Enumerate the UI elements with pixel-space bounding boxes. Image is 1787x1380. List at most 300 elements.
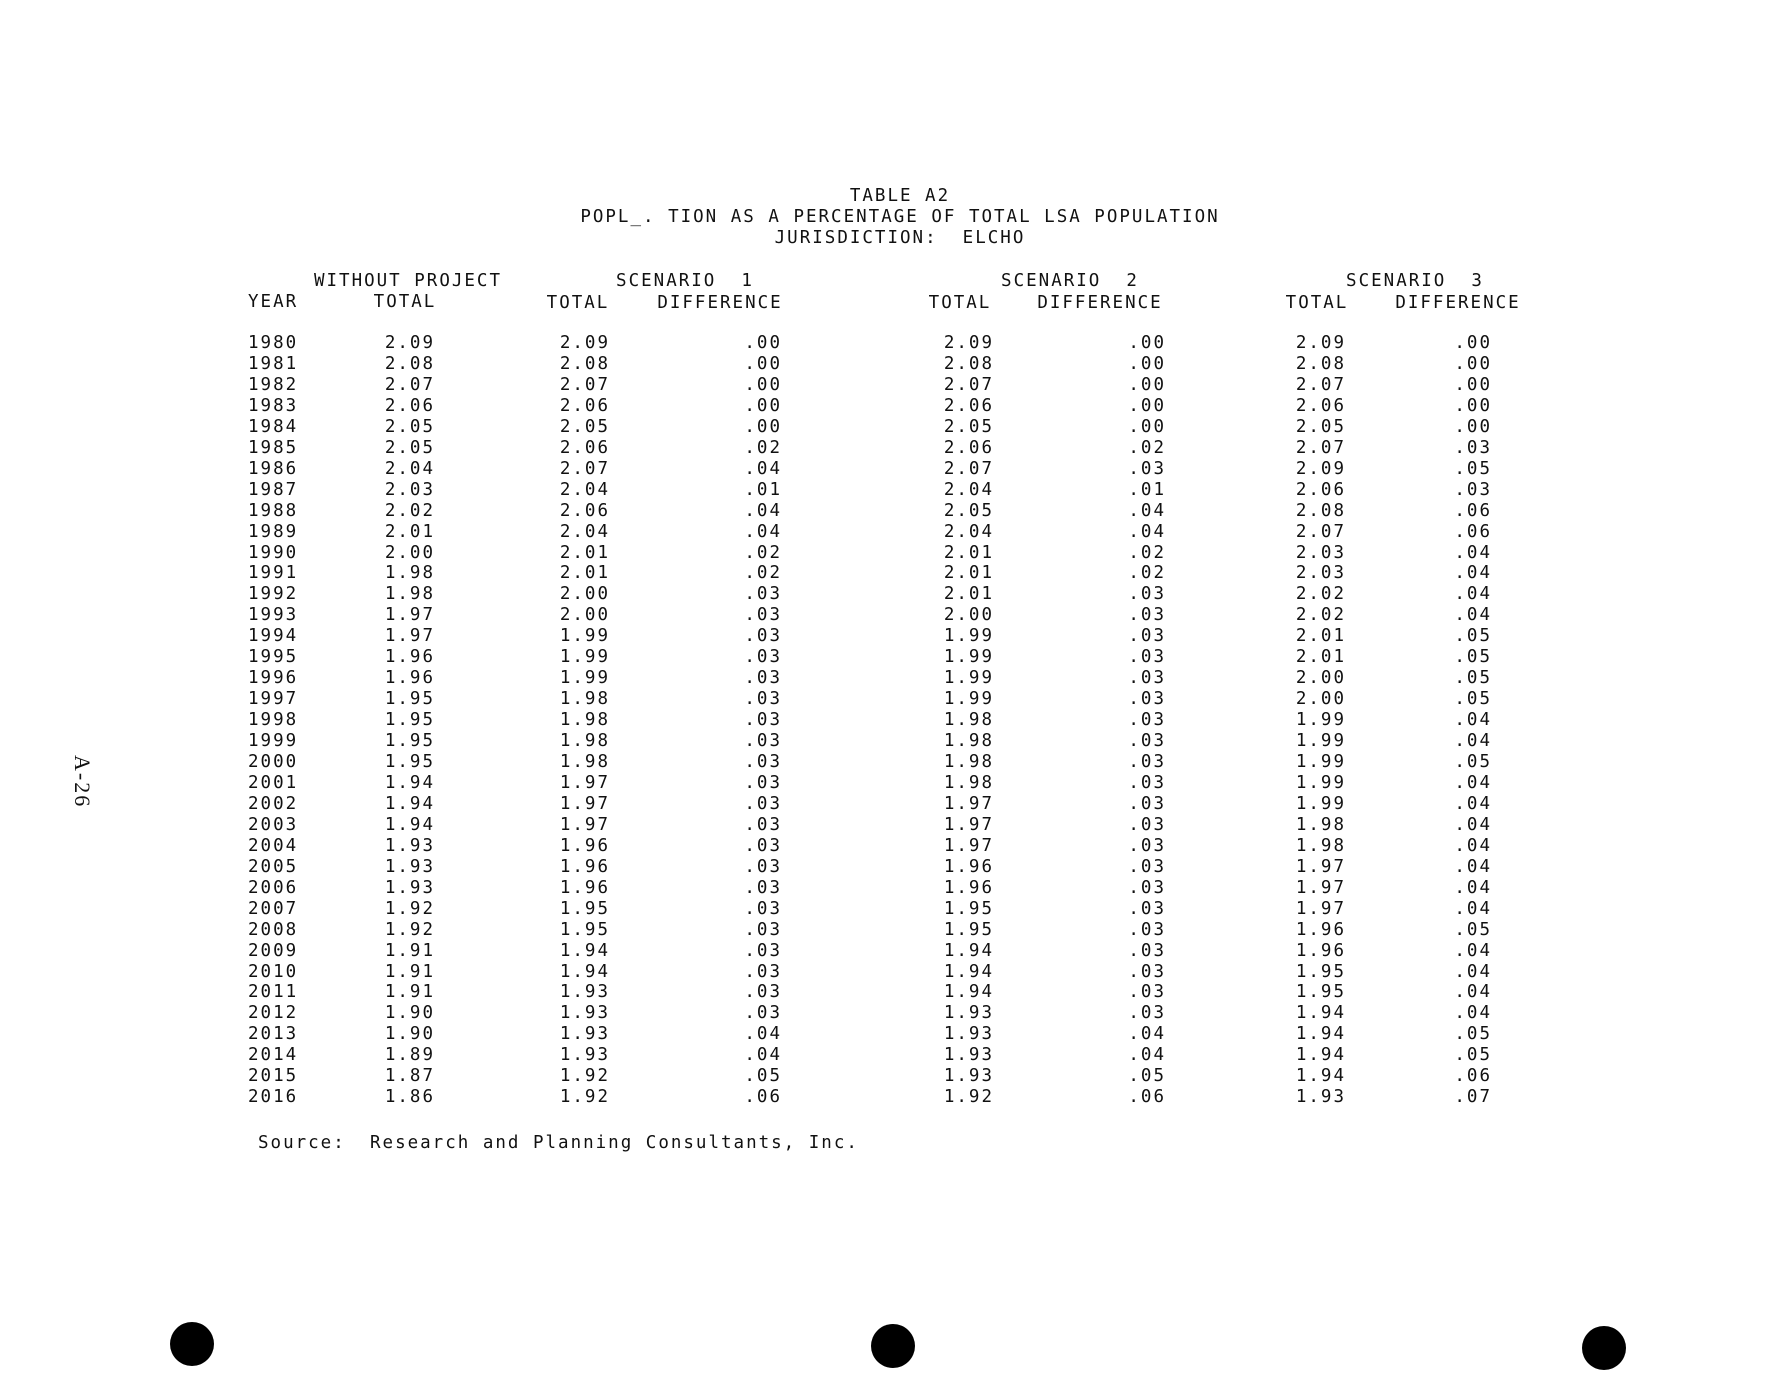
table-row — [0, 1087, 1787, 1107]
cell-s2-difference: .00 — [1128, 333, 1166, 353]
table-row — [0, 731, 1787, 751]
cell-s3-total: 1.94 — [1295, 1066, 1346, 1087]
cell-s2-difference: .03 — [1128, 856, 1166, 877]
cell-s2-difference: .03 — [1128, 961, 1166, 982]
cell-year: 1988 — [248, 500, 299, 521]
cell-s1-total: 1.97 — [559, 772, 610, 793]
cell-s2-total: 2.06 — [943, 395, 994, 416]
cell-s2-total: 2.07 — [943, 458, 994, 479]
cell-without-project-total: 1.95 — [384, 710, 435, 731]
cell-s3-difference: .03 — [1454, 479, 1492, 500]
cell-s3-difference: .05 — [1454, 919, 1492, 940]
cell-without-project-total: 1.95 — [384, 752, 435, 772]
cell-s2-difference: .03 — [1128, 835, 1166, 856]
cell-s3-total: 2.01 — [1295, 647, 1346, 668]
cell-year: 2009 — [248, 940, 299, 961]
cell-without-project-total: 2.06 — [384, 395, 435, 416]
header-scenario-2: SCENARIO 2 — [1001, 271, 1139, 291]
table-row — [0, 710, 1787, 730]
source-label: Source: — [258, 1133, 346, 1153]
cell-s2-difference: .03 — [1128, 940, 1166, 961]
table-row — [0, 836, 1787, 856]
cell-s2-total: 1.98 — [943, 752, 994, 772]
cell-s3-difference: .05 — [1454, 458, 1492, 479]
cell-without-project-total: 1.97 — [384, 626, 435, 647]
table-row — [0, 962, 1787, 982]
cell-s1-total: 1.98 — [559, 689, 610, 710]
cell-s2-total: 1.97 — [943, 814, 994, 835]
cell-s1-difference: .03 — [744, 898, 782, 919]
cell-without-project-total: 1.95 — [384, 689, 435, 710]
table-row — [0, 605, 1787, 625]
table-row — [0, 878, 1787, 898]
cell-s2-difference: .03 — [1128, 605, 1166, 626]
cell-s1-total: 2.07 — [559, 374, 610, 395]
table-row — [0, 354, 1787, 374]
cell-s1-total: 1.97 — [559, 814, 610, 835]
cell-s2-difference: .00 — [1128, 374, 1166, 395]
cell-s3-difference: .04 — [1454, 835, 1492, 856]
cell-s3-difference: .04 — [1454, 940, 1492, 961]
cell-year: 2014 — [248, 1045, 299, 1066]
table-row — [0, 773, 1787, 793]
cell-s2-total: 1.93 — [943, 1003, 994, 1024]
header-scenario-3: SCENARIO 3 — [1346, 271, 1484, 291]
cell-s2-difference: .03 — [1128, 919, 1166, 940]
cell-without-project-total: 1.98 — [384, 563, 435, 584]
cell-s1-difference: .03 — [744, 752, 782, 772]
cell-year: 2004 — [248, 835, 299, 856]
cell-s3-total: 1.97 — [1295, 856, 1346, 877]
cell-year: 1986 — [248, 458, 299, 479]
punch-hole-center — [871, 1324, 915, 1368]
header-without-project: WITHOUT PROJECT — [313, 271, 503, 291]
cell-s2-difference: .03 — [1128, 731, 1166, 752]
cell-without-project-total: 2.00 — [384, 542, 435, 563]
cell-s1-difference: .03 — [744, 982, 782, 1003]
cell-s1-total: 1.96 — [559, 835, 610, 856]
header-year: YEAR — [248, 292, 299, 312]
cell-without-project-total: 1.96 — [384, 647, 435, 668]
cell-s1-difference: .00 — [744, 374, 782, 395]
cell-s2-total: 1.97 — [943, 793, 994, 814]
cell-s3-total: 2.09 — [1295, 458, 1346, 479]
cell-s3-total: 1.94 — [1295, 1024, 1346, 1045]
cell-s2-total: 2.08 — [943, 353, 994, 374]
cell-without-project-total: 1.94 — [384, 793, 435, 814]
cell-s3-total: 2.08 — [1295, 500, 1346, 521]
cell-s1-difference: .04 — [744, 458, 782, 479]
table-row — [0, 584, 1787, 604]
cell-without-project-total: 1.94 — [384, 814, 435, 835]
cell-s1-total: 1.93 — [559, 982, 610, 1003]
cell-s1-total: 1.95 — [559, 919, 610, 940]
cell-s1-total: 1.98 — [559, 752, 610, 772]
cell-year: 1990 — [248, 542, 299, 563]
header-s1-difference: DIFFERENCE — [657, 293, 783, 313]
cell-s2-difference: .03 — [1128, 752, 1166, 772]
cell-s1-difference: .03 — [744, 919, 782, 940]
cell-year: 2007 — [248, 898, 299, 919]
jurisdiction-label: JURISDICTION: ELCHO — [774, 228, 1026, 248]
cell-s3-difference: .04 — [1454, 584, 1492, 605]
cell-s1-total: 2.07 — [559, 458, 610, 479]
cell-year: 1997 — [248, 689, 299, 710]
cell-s2-difference: .03 — [1128, 772, 1166, 793]
cell-without-project-total: 1.95 — [384, 731, 435, 752]
cell-s1-total: 1.93 — [559, 1045, 610, 1066]
cell-s1-total: 2.06 — [559, 395, 610, 416]
table-row — [0, 438, 1787, 458]
cell-s3-total: 2.08 — [1295, 353, 1346, 374]
cell-s3-difference: .04 — [1454, 710, 1492, 731]
cell-year: 1999 — [248, 731, 299, 752]
cell-s2-total: 2.07 — [943, 374, 994, 395]
cell-s2-total: 2.04 — [943, 521, 994, 542]
cell-s3-difference: .04 — [1454, 793, 1492, 814]
table-row — [0, 480, 1787, 500]
cell-s3-total: 1.97 — [1295, 898, 1346, 919]
cell-s1-difference: .03 — [744, 793, 782, 814]
cell-s1-total: 1.92 — [559, 1066, 610, 1087]
cell-s3-difference: .06 — [1454, 1066, 1492, 1087]
table-row — [0, 1024, 1787, 1044]
cell-s2-total: 1.95 — [943, 919, 994, 940]
cell-s3-difference: .04 — [1454, 731, 1492, 752]
cell-s3-total: 1.96 — [1295, 940, 1346, 961]
table-row — [0, 941, 1787, 961]
table-id: TABLE A2 — [849, 186, 951, 206]
cell-s2-total: 2.04 — [943, 479, 994, 500]
cell-s1-difference: .02 — [744, 542, 782, 563]
header-s3-difference: DIFFERENCE — [1395, 293, 1521, 313]
cell-s1-difference: .03 — [744, 626, 782, 647]
cell-s1-total: 1.93 — [559, 1003, 610, 1024]
cell-year: 2000 — [248, 752, 299, 772]
cell-s1-difference: .00 — [744, 353, 782, 374]
cell-year: 2016 — [248, 1087, 299, 1108]
cell-s3-total: 2.07 — [1295, 374, 1346, 395]
cell-year: 1980 — [248, 333, 299, 353]
cell-s3-total: 2.03 — [1295, 563, 1346, 584]
table-row — [0, 668, 1787, 688]
cell-s3-difference: .05 — [1454, 1045, 1492, 1066]
cell-s2-difference: .04 — [1128, 521, 1166, 542]
cell-s1-total: 1.93 — [559, 1024, 610, 1045]
cell-year: 2012 — [248, 1003, 299, 1024]
cell-s3-total: 2.01 — [1295, 626, 1346, 647]
cell-without-project-total: 2.09 — [384, 333, 435, 353]
cell-without-project-total: 1.90 — [384, 1003, 435, 1024]
cell-s2-difference: .05 — [1128, 1066, 1166, 1087]
cell-without-project-total: 1.92 — [384, 898, 435, 919]
cell-without-project-total: 1.90 — [384, 1024, 435, 1045]
cell-s1-difference: .03 — [744, 835, 782, 856]
cell-s1-total: 1.98 — [559, 731, 610, 752]
cell-s1-difference: .03 — [744, 605, 782, 626]
header-s1-total: TOTAL — [546, 293, 610, 313]
cell-s1-total: 2.09 — [559, 333, 610, 353]
header-scenario-1: SCENARIO 1 — [616, 271, 754, 291]
cell-s2-total: 2.01 — [943, 542, 994, 563]
cell-s1-total: 1.96 — [559, 856, 610, 877]
table-row — [0, 501, 1787, 521]
table-row — [0, 815, 1787, 835]
cell-s3-total: 2.02 — [1295, 584, 1346, 605]
cell-s1-total: 1.92 — [559, 1087, 610, 1108]
cell-s1-difference: .00 — [744, 333, 782, 353]
cell-s1-difference: .00 — [744, 395, 782, 416]
cell-without-project-total: 2.03 — [384, 479, 435, 500]
cell-s2-total: 2.09 — [943, 333, 994, 353]
cell-s2-difference: .00 — [1128, 353, 1166, 374]
cell-without-project-total: 1.97 — [384, 605, 435, 626]
table-row — [0, 626, 1787, 646]
table-row — [0, 1066, 1787, 1086]
header-s2-total: TOTAL — [928, 293, 992, 313]
cell-s1-total: 2.08 — [559, 353, 610, 374]
cell-s3-difference: .04 — [1454, 856, 1492, 877]
cell-s3-total: 1.98 — [1295, 835, 1346, 856]
cell-s1-total: 1.97 — [559, 793, 610, 814]
source-text: Research and Planning Consultants, Inc. — [370, 1133, 859, 1153]
cell-s3-difference: .00 — [1454, 353, 1492, 374]
cell-s2-difference: .03 — [1128, 647, 1166, 668]
cell-year: 2005 — [248, 856, 299, 877]
cell-s3-difference: .05 — [1454, 647, 1492, 668]
table-row — [0, 522, 1787, 542]
cell-without-project-total: 1.91 — [384, 961, 435, 982]
punch-hole-left — [170, 1322, 214, 1366]
cell-s1-difference: .00 — [744, 416, 782, 437]
table-row — [0, 920, 1787, 940]
table-row — [0, 333, 1787, 353]
cell-s1-total: 2.00 — [559, 605, 610, 626]
table-row — [0, 375, 1787, 395]
punch-hole-right — [1582, 1326, 1626, 1370]
cell-year: 1995 — [248, 647, 299, 668]
cell-s1-difference: .03 — [744, 772, 782, 793]
cell-s2-difference: .03 — [1128, 814, 1166, 835]
cell-s2-total: 1.95 — [943, 898, 994, 919]
cell-s2-difference: .02 — [1128, 563, 1166, 584]
cell-without-project-total: 1.89 — [384, 1045, 435, 1066]
cell-s3-difference: .05 — [1454, 689, 1492, 710]
cell-s2-total: 2.05 — [943, 500, 994, 521]
cell-without-project-total: 2.02 — [384, 500, 435, 521]
cell-s3-total: 1.96 — [1295, 919, 1346, 940]
cell-year: 2001 — [248, 772, 299, 793]
cell-s2-difference: .06 — [1128, 1087, 1166, 1108]
cell-s2-total: 1.99 — [943, 668, 994, 689]
cell-year: 1992 — [248, 584, 299, 605]
cell-s3-total: 1.99 — [1295, 793, 1346, 814]
table-row — [0, 689, 1787, 709]
cell-s2-total: 1.94 — [943, 961, 994, 982]
cell-s3-total: 1.99 — [1295, 731, 1346, 752]
cell-year: 1996 — [248, 668, 299, 689]
cell-s2-difference: .03 — [1128, 710, 1166, 731]
cell-s2-total: 1.98 — [943, 731, 994, 752]
cell-s1-difference: .03 — [744, 710, 782, 731]
cell-s1-difference: .03 — [744, 814, 782, 835]
cell-year: 1981 — [248, 353, 299, 374]
cell-s3-total: 1.99 — [1295, 772, 1346, 793]
cell-s1-difference: .04 — [744, 1024, 782, 1045]
cell-s2-difference: .04 — [1128, 1024, 1166, 1045]
cell-s3-difference: .00 — [1454, 416, 1492, 437]
cell-s2-total: 1.93 — [943, 1066, 994, 1087]
cell-s2-total: 1.98 — [943, 710, 994, 731]
table-title: POPL_. TION AS A PERCENTAGE OF TOTAL LSA POPULATION — [580, 207, 1220, 227]
cell-s3-total: 2.00 — [1295, 668, 1346, 689]
cell-s3-difference: .05 — [1454, 626, 1492, 647]
cell-s1-total: 2.06 — [559, 500, 610, 521]
cell-s1-difference: .03 — [744, 1003, 782, 1024]
cell-s2-total: 1.93 — [943, 1024, 994, 1045]
cell-s3-total: 1.99 — [1295, 710, 1346, 731]
cell-s1-difference: .04 — [744, 1045, 782, 1066]
cell-s2-total: 1.94 — [943, 982, 994, 1003]
cell-s1-difference: .03 — [744, 668, 782, 689]
data-table-body — [0, 333, 1787, 1113]
cell-s2-total: 2.06 — [943, 437, 994, 458]
cell-without-project-total: 1.87 — [384, 1066, 435, 1087]
cell-s3-difference: .06 — [1454, 521, 1492, 542]
cell-without-project-total: 1.93 — [384, 856, 435, 877]
cell-s1-total: 1.99 — [559, 668, 610, 689]
table-row — [0, 1003, 1787, 1023]
cell-s2-total: 1.94 — [943, 940, 994, 961]
cell-s1-difference: .03 — [744, 961, 782, 982]
cell-s3-difference: .03 — [1454, 437, 1492, 458]
cell-s2-total: 1.93 — [943, 1045, 994, 1066]
cell-s2-difference: .03 — [1128, 584, 1166, 605]
cell-s3-total: 1.94 — [1295, 1003, 1346, 1024]
cell-s2-total: 1.99 — [943, 626, 994, 647]
cell-s1-total: 2.00 — [559, 584, 610, 605]
cell-s3-difference: .04 — [1454, 898, 1492, 919]
cell-without-project-total: 1.92 — [384, 919, 435, 940]
cell-s1-difference: .05 — [744, 1066, 782, 1087]
cell-s3-total: 1.93 — [1295, 1087, 1346, 1108]
cell-year: 1984 — [248, 416, 299, 437]
cell-s2-difference: .00 — [1128, 395, 1166, 416]
cell-s2-difference: .00 — [1128, 416, 1166, 437]
cell-s2-difference: .03 — [1128, 877, 1166, 898]
cell-s1-total: 2.04 — [559, 521, 610, 542]
cell-s3-difference: .07 — [1454, 1087, 1492, 1108]
cell-s2-difference: .03 — [1128, 898, 1166, 919]
cell-without-project-total: 1.98 — [384, 584, 435, 605]
cell-s3-total: 2.06 — [1295, 479, 1346, 500]
cell-s2-total: 1.97 — [943, 835, 994, 856]
cell-s1-difference: .06 — [744, 1087, 782, 1108]
table-row — [0, 1045, 1787, 1065]
cell-s1-difference: .03 — [744, 856, 782, 877]
cell-year: 1982 — [248, 374, 299, 395]
cell-s2-total: 1.96 — [943, 856, 994, 877]
cell-year: 1998 — [248, 710, 299, 731]
table-row — [0, 857, 1787, 877]
cell-s3-total: 2.00 — [1295, 689, 1346, 710]
cell-s3-total: 1.97 — [1295, 877, 1346, 898]
header-s3-total: TOTAL — [1285, 293, 1349, 313]
cell-year: 1983 — [248, 395, 299, 416]
cell-s2-difference: .02 — [1128, 542, 1166, 563]
header-s2-difference: DIFFERENCE — [1037, 293, 1163, 313]
cell-s1-total: 2.01 — [559, 563, 610, 584]
table-row — [0, 459, 1787, 479]
cell-s2-difference: .01 — [1128, 479, 1166, 500]
cell-without-project-total: 1.96 — [384, 668, 435, 689]
cell-without-project-total: 1.91 — [384, 982, 435, 1003]
cell-s1-total: 2.05 — [559, 416, 610, 437]
cell-year: 2003 — [248, 814, 299, 835]
cell-year: 2002 — [248, 793, 299, 814]
cell-without-project-total: 1.91 — [384, 940, 435, 961]
cell-s1-total: 2.06 — [559, 437, 610, 458]
cell-s3-total: 2.07 — [1295, 521, 1346, 542]
cell-s3-total: 1.98 — [1295, 814, 1346, 835]
cell-s2-difference: .03 — [1128, 793, 1166, 814]
cell-s1-total: 2.01 — [559, 542, 610, 563]
cell-without-project-total: 2.05 — [384, 437, 435, 458]
cell-s1-total: 2.04 — [559, 479, 610, 500]
cell-s2-total: 2.01 — [943, 563, 994, 584]
cell-s3-total: 1.94 — [1295, 1045, 1346, 1066]
cell-year: 1989 — [248, 521, 299, 542]
cell-s3-difference: .04 — [1454, 982, 1492, 1003]
cell-s2-difference: .03 — [1128, 689, 1166, 710]
table-row — [0, 899, 1787, 919]
cell-s2-difference: .02 — [1128, 437, 1166, 458]
cell-s2-difference: .03 — [1128, 1003, 1166, 1024]
cell-s3-difference: .00 — [1454, 395, 1492, 416]
cell-s1-difference: .02 — [744, 437, 782, 458]
cell-s1-difference: .03 — [744, 731, 782, 752]
cell-s3-difference: .00 — [1454, 374, 1492, 395]
cell-s2-total: 1.98 — [943, 772, 994, 793]
cell-s1-total: 1.96 — [559, 877, 610, 898]
table-row — [0, 794, 1787, 814]
cell-s1-total: 1.98 — [559, 710, 610, 731]
cell-s1-difference: .03 — [744, 940, 782, 961]
cell-s2-difference: .03 — [1128, 458, 1166, 479]
cell-without-project-total: 2.08 — [384, 353, 435, 374]
cell-year: 1994 — [248, 626, 299, 647]
cell-without-project-total: 1.86 — [384, 1087, 435, 1108]
cell-s1-total: 1.94 — [559, 961, 610, 982]
cell-s3-difference: .04 — [1454, 961, 1492, 982]
cell-year: 2006 — [248, 877, 299, 898]
cell-year: 2011 — [248, 982, 299, 1003]
cell-without-project-total: 2.07 — [384, 374, 435, 395]
cell-without-project-total: 1.93 — [384, 877, 435, 898]
cell-s3-difference: .04 — [1454, 605, 1492, 626]
table-row — [0, 982, 1787, 1002]
cell-s2-total: 2.05 — [943, 416, 994, 437]
cell-s3-difference: .00 — [1454, 333, 1492, 353]
cell-s2-total: 1.99 — [943, 689, 994, 710]
cell-s1-difference: .04 — [744, 500, 782, 521]
cell-s3-difference: .04 — [1454, 877, 1492, 898]
cell-s1-difference: .03 — [744, 647, 782, 668]
cell-s1-difference: .03 — [744, 877, 782, 898]
cell-s1-difference: .02 — [744, 563, 782, 584]
cell-without-project-total: 2.05 — [384, 416, 435, 437]
cell-without-project-total: 1.94 — [384, 772, 435, 793]
